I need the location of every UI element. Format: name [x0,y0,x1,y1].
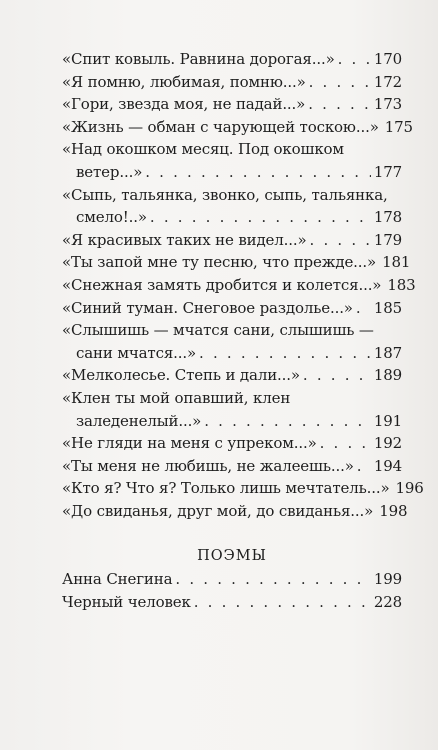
toc-page-number: 179 [373,230,402,249]
toc-entry [62,432,402,455]
toc-poems-list [62,568,402,613]
toc-entry-line [62,251,411,274]
toc-entry-line [62,500,408,523]
toc-entry-line [62,229,402,252]
toc-entry-title: ветер...» [76,162,143,181]
table-of-contents [62,48,424,614]
dot-leader [356,297,371,320]
toc-entry-line [62,591,402,614]
toc-page-number: 177 [373,162,402,181]
toc-page-number: 173 [373,95,402,114]
toc-entry [62,138,402,183]
toc-page-number: 172 [373,72,402,91]
toc-entry [62,297,402,320]
dot-leader [199,342,371,365]
toc-entry [62,184,402,229]
toc-page-number: 192 [373,434,402,453]
toc-page-number: 198 [379,501,408,520]
toc-entry [62,229,402,252]
dot-leader [357,455,371,478]
toc-entry [62,500,408,523]
toc-entry-title: «Клен ты мой опавший, клен [62,388,291,407]
toc-entry-title: «Снежная замять дробится и колется...» [62,275,382,294]
toc-entry-title: заледенелый...» [76,411,202,430]
toc-entry-title: «Спит ковыль. Равнина дорогая...» [62,50,335,68]
toc-entry-line [62,568,402,591]
toc-entry-continuation [62,161,402,184]
toc-entry-line [62,455,402,478]
dot-leader [338,48,371,71]
toc-entry-title: «Синий туман. Снеговое раздолье...» [62,298,353,317]
toc-page-number: 185 [373,298,402,317]
toc-entry-title: «Кто я? Что я? Только лишь мечтатель...» [62,479,390,498]
toc-page-number: 194 [373,456,402,475]
dot-leader [320,432,371,455]
toc-page-number: 178 [373,208,402,227]
toc-entry [62,477,424,500]
toc-page-number: 183 [387,275,416,294]
toc-entry-title: Анна Снегина [62,570,173,589]
toc-entry-continuation [62,410,402,433]
section-heading-poems: ПОЭМЫ [197,548,267,565]
toc-entry-title: сани мчатся...» [76,343,197,362]
toc-lyrics-list [62,48,424,522]
toc-entry-title: «Мелколесье. Степь и дали...» [62,366,300,385]
dot-leader [204,410,371,433]
toc-page-number: 175 [384,117,413,136]
toc-entry-title: «Жизнь — обман с чарующей тоскою...» [62,117,379,136]
toc-entry [62,48,402,71]
toc-page-number: 199 [373,570,402,589]
toc-entry-title: «Ты меня не любишь, не жалеешь...» [62,456,354,475]
toc-entry-title: «Над окошком месяц. Под окошком [62,140,344,159]
toc-entry [62,251,411,274]
toc-entry-continuation [62,342,402,365]
toc-entry-line [62,138,402,161]
toc-entry-title: «Ты запой мне ту песню, что прежде...» [62,253,377,272]
toc-entry-continuation [62,206,402,229]
toc-page-number: 228 [373,593,402,612]
toc-entry-title: Черный человек [62,593,191,612]
toc-entry [62,319,402,364]
toc-entry-line [62,297,402,320]
toc-entry-title: «Я красивых таких не видел...» [62,230,307,249]
toc-entry [62,568,402,591]
toc-entry-line [62,274,416,297]
dot-leader [308,93,371,116]
toc-entry-line [62,364,402,387]
toc-entry-line [62,116,413,139]
toc-entry [62,274,416,297]
toc-page-number: 181 [382,253,411,272]
dot-leader [150,206,371,229]
toc-entry [62,591,402,614]
toc-page-number: 170 [373,50,402,68]
toc-page-number: 189 [373,366,402,385]
dot-leader [303,364,371,387]
toc-entry [62,364,402,387]
toc-page-number: 196 [395,479,424,498]
toc-entry-title: «До свиданья, друг мой, до свиданья...» [62,501,374,520]
toc-entry-title: «Гори, звезда моя, не падай...» [62,95,306,114]
toc-entry-title: смело!..» [76,208,147,227]
toc-entry-line [62,71,402,94]
toc-entry-line [62,477,424,500]
toc-entry-line [62,432,402,455]
toc-entry-title: «Сыпь, тальянка, звонко, сыпь, тальянка, [62,185,388,204]
toc-entry-title: «Я помню, любимая, помню...» [62,72,306,91]
dot-leader [309,71,371,94]
toc-entry-line [62,319,402,342]
toc-entry [62,116,413,139]
toc-page-number: 187 [373,343,402,362]
toc-entry-line [62,184,402,207]
dot-leader [194,591,371,614]
toc-entry-title: «Слышишь — мчатся сани, слышишь — [62,321,374,340]
toc-entry-line [62,387,402,410]
toc-entry-line [62,48,402,71]
dot-leader [175,568,370,591]
toc-entry [62,71,402,94]
toc-entry-title: «Не гляди на меня с упреком...» [62,434,317,453]
toc-entry-line [62,93,402,116]
toc-entry [62,455,402,478]
toc-entry [62,93,402,116]
dot-leader [145,161,371,184]
toc-page-number: 191 [373,411,402,430]
toc-entry [62,387,402,432]
dot-leader [310,229,371,252]
